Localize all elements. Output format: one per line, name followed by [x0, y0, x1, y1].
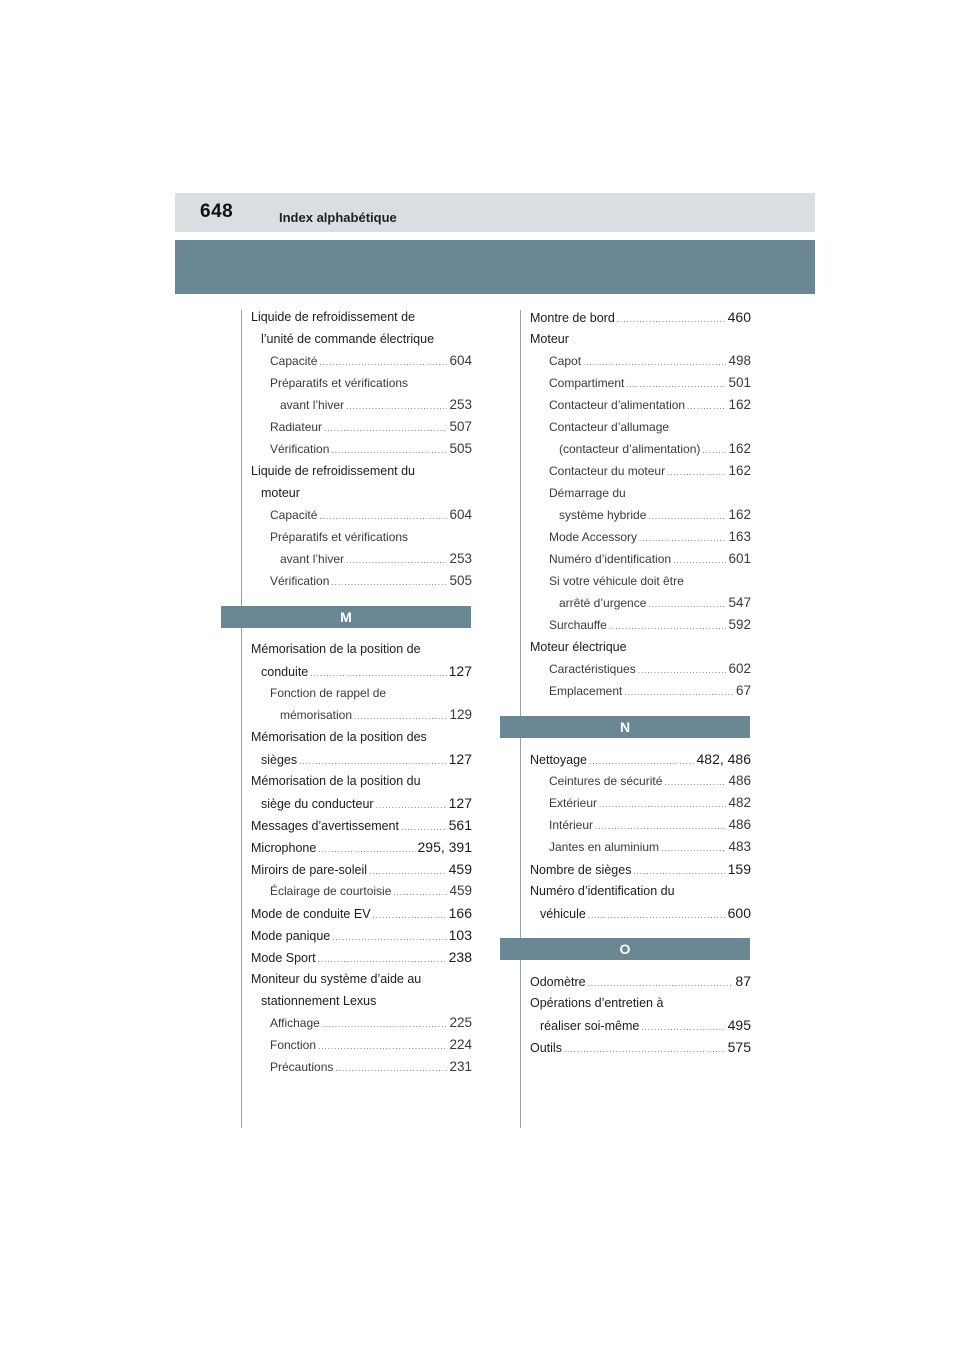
leader-dots — [319, 352, 447, 374]
leader-dots — [638, 660, 727, 682]
index-entry-text: Nettoyage — [530, 753, 587, 767]
index-column-left — [251, 306, 472, 1078]
index-entry[interactable] — [251, 1034, 472, 1056]
index-entry-text: Contacteur d’allumage — [549, 420, 670, 434]
index-entry-page[interactable]: 604 — [449, 507, 472, 522]
index-entry-text: système hybride — [559, 508, 647, 522]
index-entry[interactable] — [530, 814, 751, 836]
index-entry[interactable] — [251, 438, 472, 460]
index-entry[interactable] — [251, 880, 472, 902]
leader-dots — [687, 396, 726, 418]
index-entry[interactable] — [530, 438, 751, 460]
index-entry-page[interactable]: 103 — [448, 927, 472, 943]
index-entry[interactable] — [530, 1014, 751, 1036]
index-entry-text: Fonction de rappel de — [270, 686, 387, 700]
index-entry-text: Mode panique — [251, 929, 331, 943]
index-entry-page[interactable]: 231 — [449, 1059, 472, 1074]
index-entry[interactable] — [530, 548, 751, 570]
index-entry — [251, 968, 472, 990]
index-entry-text: Contacteur d’alimentation — [549, 398, 686, 412]
leader-dots — [331, 440, 447, 462]
index-entry — [251, 306, 472, 328]
leader-dots — [322, 1014, 448, 1036]
index-entry-text: Caractéristiques — [549, 662, 636, 676]
index-entry-page[interactable]: 561 — [448, 817, 472, 833]
index-entry — [251, 482, 472, 504]
leader-dots — [661, 838, 726, 860]
index-entry-text: Mémorisation de la position de — [251, 642, 421, 656]
index-entry[interactable] — [530, 748, 751, 770]
index-entry — [251, 372, 472, 394]
index-entry-text: véhicule — [540, 907, 586, 921]
leader-dots — [393, 882, 447, 904]
index-column-right — [530, 306, 751, 1058]
index-entry[interactable] — [530, 902, 751, 924]
index-entry-text: Odomètre — [530, 975, 586, 989]
index-entry-page[interactable]: 163 — [728, 529, 751, 544]
index-entry — [530, 570, 751, 592]
leader-dots — [335, 1058, 447, 1080]
index-entry-text: Si votre véhicule doit être — [549, 574, 684, 588]
index-entry-text: sièges — [261, 753, 298, 767]
index-entry[interactable] — [530, 1036, 751, 1058]
leader-dots — [318, 1036, 447, 1058]
index-entry-page[interactable]: 162 — [728, 441, 751, 456]
index-entry-text: Nombre de sièges — [530, 863, 632, 877]
index-entry[interactable] — [530, 836, 751, 858]
index-entry — [251, 638, 472, 660]
index-entry-text: Microphone — [251, 841, 317, 855]
index-entry-text: Capot — [549, 354, 582, 368]
leader-dots — [664, 772, 726, 794]
index-entry-text: Numéro d’identification du — [530, 884, 675, 898]
index-entry[interactable] — [251, 902, 472, 924]
index-entry — [530, 328, 751, 350]
index-entry-text: Mode de conduite EV — [251, 907, 371, 921]
index-entry[interactable] — [251, 946, 472, 968]
index-entry[interactable] — [251, 1056, 472, 1078]
index-entry-text: Emplacement — [549, 684, 623, 698]
index-entry[interactable] — [530, 658, 751, 680]
index-entry-text: Fonction — [270, 1038, 317, 1052]
index-entry-text: arrêté d’urgence — [559, 596, 647, 610]
index-entry — [251, 682, 472, 704]
index-entry-page[interactable]: 483 — [728, 839, 751, 854]
index-entry-text: Affichage — [270, 1016, 320, 1030]
leader-dots — [346, 550, 447, 572]
index-entry-page[interactable]: 127 — [448, 751, 472, 767]
leader-dots — [667, 462, 726, 484]
index-entry-text: Surchauffe — [549, 618, 607, 632]
left-column-rule — [241, 310, 242, 1128]
index-entry-page[interactable]: 495 — [727, 1017, 751, 1033]
leader-dots — [639, 528, 726, 550]
index-entry-text: Préparatifs et vérifications — [270, 530, 409, 544]
index-entry[interactable] — [251, 924, 472, 946]
leader-dots — [673, 550, 726, 572]
index-entry — [530, 416, 751, 438]
index-entry-text: Moniteur du système d’aide au — [251, 972, 422, 986]
index-entry-text: stationnement Lexus — [261, 994, 377, 1008]
index-entry-text: (contacteur d’alimentation) — [559, 442, 701, 456]
index-entry-text: Radiateur — [270, 420, 323, 434]
index-entry-page[interactable]: 225 — [449, 1015, 472, 1030]
index-entry-page[interactable]: 602 — [728, 661, 751, 676]
index-entry-page[interactable]: 505 — [449, 441, 472, 456]
leader-dots — [319, 506, 447, 528]
index-entry[interactable] — [251, 394, 472, 416]
index-entry-text: Liquide de refroidissement du — [251, 464, 415, 478]
leader-dots — [588, 905, 726, 927]
index-entry-text: Mémorisation de la position du — [251, 774, 421, 788]
index-entry[interactable] — [530, 306, 751, 328]
index-entry-page[interactable]: 507 — [449, 419, 472, 434]
index-entry-page[interactable]: 600 — [727, 905, 751, 921]
header-band — [175, 240, 815, 294]
page-title: Index alphabétique — [279, 210, 397, 225]
index-entry[interactable] — [530, 770, 751, 792]
leader-dots — [599, 794, 726, 816]
index-entry-text: l’unité de commande électrique — [261, 332, 435, 346]
index-entry-text: Opérations d’entretien à — [530, 996, 664, 1010]
index-entry-text: mémorisation — [280, 708, 353, 722]
index-entry-page[interactable]: 127 — [448, 795, 472, 811]
index-entry[interactable] — [530, 460, 751, 482]
section-header-n: N — [500, 716, 750, 738]
index-entry[interactable] — [251, 704, 472, 726]
index-entry-text: Démarrage du — [549, 486, 626, 500]
index-entry-text: Compartiment — [549, 376, 625, 390]
index-entry-text: Extérieur — [549, 796, 598, 810]
leader-dots — [346, 396, 447, 418]
index-entry — [251, 726, 472, 748]
index-entry — [251, 990, 472, 1012]
header-bar — [175, 193, 815, 232]
index-entry[interactable] — [530, 592, 751, 614]
page-number: 648 — [200, 201, 234, 222]
index-entry-page[interactable]: 238 — [448, 949, 472, 965]
index-entry-page[interactable]: 601 — [728, 551, 751, 566]
index-entry-page[interactable]: 253 — [449, 397, 472, 412]
index-entry[interactable] — [530, 614, 751, 636]
index-entry-text: Miroirs de pare-soleil — [251, 863, 368, 877]
index-entry-page[interactable]: 87 — [735, 973, 751, 989]
index-entry-page[interactable]: 592 — [728, 617, 751, 632]
leader-dots — [702, 440, 726, 462]
index-entry[interactable] — [530, 970, 751, 992]
index-entry-page[interactable]: 166 — [448, 905, 472, 921]
index-entry[interactable] — [251, 570, 472, 592]
index-entry-page[interactable]: 224 — [449, 1037, 472, 1052]
index-entry-page[interactable]: 67 — [735, 683, 751, 698]
index-entry-page[interactable]: 575 — [727, 1039, 751, 1055]
index-entry-text: réaliser soi-même — [540, 1019, 640, 1033]
index-entry-text: Jantes en aluminium — [549, 840, 660, 854]
index-entry-page[interactable]: 159 — [727, 861, 751, 877]
index-entry — [251, 770, 472, 792]
index-entry-text: moteur — [261, 486, 300, 500]
index-entry[interactable] — [251, 836, 472, 858]
section-header-m: M — [221, 606, 471, 628]
leader-dots — [583, 352, 726, 374]
section-header-o: O — [500, 938, 750, 960]
index-entry — [530, 636, 751, 658]
index-entry[interactable] — [251, 814, 472, 836]
index-entry-text: Mode Accessory — [549, 530, 638, 544]
index-entry-text: avant l’hiver — [280, 398, 345, 412]
index-entry-page[interactable]: 460 — [727, 309, 751, 325]
index-entry[interactable] — [530, 858, 751, 880]
index-entry-text: Contacteur du moteur — [549, 464, 666, 478]
leader-dots — [648, 506, 726, 528]
index-entry-text: Mode Sport — [251, 951, 316, 965]
index-entry-page[interactable]: 129 — [449, 707, 472, 722]
index-entry — [530, 880, 751, 902]
leader-dots — [331, 572, 447, 594]
leader-dots — [609, 616, 727, 638]
index-entry-text: Précautions — [270, 1060, 334, 1074]
index-entry[interactable] — [530, 372, 751, 394]
index-entry-text: Mémorisation de la position des — [251, 730, 427, 744]
index-entry[interactable] — [251, 748, 472, 770]
index-entry-page[interactable]: 162 — [728, 507, 751, 522]
index-entry[interactable] — [251, 350, 472, 372]
index-entry-page[interactable]: 459 — [448, 861, 472, 877]
index-entry-text: Messages d’avertissement — [251, 819, 399, 833]
index-entry-text: Moteur électrique — [530, 640, 627, 654]
index-entry[interactable] — [251, 858, 472, 880]
index-entry[interactable] — [530, 680, 751, 702]
index-entry — [251, 328, 472, 350]
index-entry[interactable] — [251, 548, 472, 570]
index-entry-page[interactable]: 295, 391 — [417, 839, 472, 855]
index-entry-text: Intérieur — [549, 818, 594, 832]
leader-dots — [354, 706, 447, 728]
index-entry[interactable] — [251, 660, 472, 682]
leader-dots — [324, 418, 447, 440]
index-entry-text: Montre de bord — [530, 311, 615, 325]
index-entry-page[interactable]: 498 — [728, 353, 751, 368]
index-entry-page[interactable]: 486 — [728, 773, 751, 788]
index-entry-text: Ceintures de sécurité — [549, 774, 663, 788]
leader-dots — [564, 1039, 726, 1061]
index-entry-text: Préparatifs et vérifications — [270, 376, 409, 390]
index-entry-text: Vérification — [270, 442, 330, 456]
index-entry-text: Capacité — [270, 508, 318, 522]
leader-dots — [595, 816, 726, 838]
index-entry-text: Numéro d’identification — [549, 552, 672, 566]
index-entry-text: conduite — [261, 665, 309, 679]
index-entry-page[interactable]: 505 — [449, 573, 472, 588]
leader-dots — [626, 374, 726, 396]
index-entry — [530, 992, 751, 1014]
index-entry-text: Vérification — [270, 574, 330, 588]
index-entry-text: siège du conducteur — [261, 797, 374, 811]
index-entry[interactable] — [251, 792, 472, 814]
index-entry[interactable] — [530, 394, 751, 416]
leader-dots — [648, 594, 726, 616]
index-entry[interactable] — [530, 350, 751, 372]
index-entry-text: Liquide de refroidissement de — [251, 310, 415, 324]
index-entry-text: Outils — [530, 1041, 562, 1055]
index-entry[interactable] — [530, 792, 751, 814]
index-entry-text: avant l’hiver — [280, 552, 345, 566]
index-entry-text: Éclairage de courtoisie — [270, 884, 392, 898]
index-entry-text: Capacité — [270, 354, 318, 368]
index-entry — [251, 526, 472, 548]
leader-dots — [624, 682, 734, 704]
index-entry-page[interactable]: 127 — [448, 663, 472, 679]
index-entry-page[interactable]: 547 — [728, 595, 751, 610]
index-entry-text: Moteur — [530, 332, 569, 346]
index-entry-page[interactable]: 253 — [449, 551, 472, 566]
index-entry[interactable] — [530, 504, 751, 526]
index-entry[interactable] — [251, 504, 472, 526]
index-entry — [530, 482, 751, 504]
index-entry-page[interactable]: 501 — [728, 375, 751, 390]
index-entry-page[interactable]: 162 — [728, 397, 751, 412]
index-entry[interactable] — [530, 526, 751, 548]
index-entry[interactable] — [251, 1012, 472, 1034]
index-entry-page[interactable]: 486 — [728, 817, 751, 832]
index-entry-page[interactable]: 482 — [728, 795, 751, 810]
index-entry-page[interactable]: 604 — [449, 353, 472, 368]
index-entry — [251, 460, 472, 482]
index-entry[interactable] — [251, 416, 472, 438]
index-entry-page[interactable]: 459 — [449, 883, 472, 898]
index-entry-page[interactable]: 482, 486 — [696, 751, 751, 767]
index-entry-page[interactable]: 162 — [728, 463, 751, 478]
